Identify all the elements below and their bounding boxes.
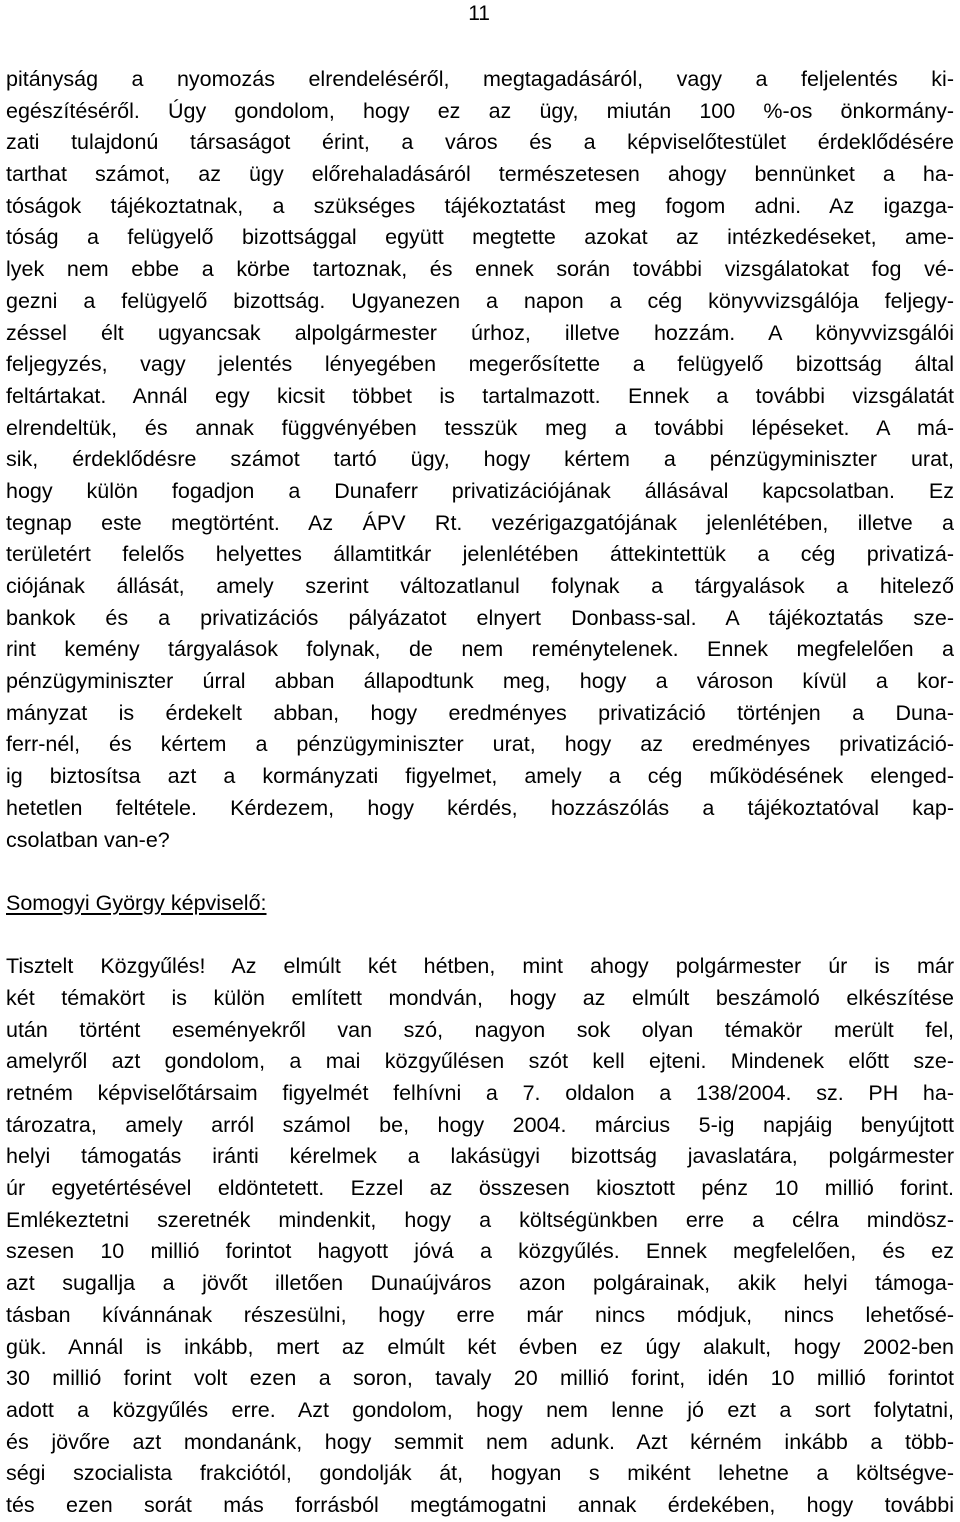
text-line: bankok és a privatizációs pályázatot elnyert Donbass-sal. A tájékoztatás sze- bbox=[6, 605, 954, 630]
text-line: helyi támogatás iránti kérelmek a lakásügyi bizottság javaslatára, polgármester bbox=[6, 1144, 954, 1169]
text-line: úr egyetértésével eldöntetett. Ezzel az összesen kiosztott pénz 10 millió forint. bbox=[6, 1176, 954, 1201]
text-line: tásban kívánnának részesülni, hogy erre már nincs módjuk, nincs lehetősé- bbox=[6, 1302, 954, 1327]
text-line: feltártakat. Annál egy kicsit többet is tartalmazott. Ennek a további vizsgálatát bbox=[6, 383, 954, 408]
text-line: rint kemény tárgyalások folynak, de nem reménytelenek. Ennek megfelelően a bbox=[6, 637, 954, 662]
text-line: feljegyzés, vagy jelentés lényegében megerősítette a felügyelő bizottság által bbox=[6, 352, 954, 377]
text-line: hogy külön fogadjon a Dunaferr privatizációjának állásával kapcsolatban. Ez bbox=[6, 478, 954, 503]
text-line: sik, érdeklődésre számot tartó ügy, hogy kértem a pénzügyminiszter urat, bbox=[6, 447, 954, 472]
text-line: ciójának állását, amely szerint változatlanul folynak a tárgyalások a hitelező bbox=[6, 574, 954, 598]
text-line: gük. Annál is inkább, mert az elmúlt két évben ez úgy alakult, hogy 2002-ben bbox=[6, 1334, 954, 1359]
text-line: retném képviselőtársaim figyelmét felhívni a 7. oldalon a 138/2004. sz. PH ha- bbox=[6, 1081, 954, 1105]
text-line: 30 millió forint volt ezen a soron, tavaly 20 millió forint, idén 10 millió forintot bbox=[6, 1366, 954, 1391]
page-number: 11 bbox=[468, 2, 490, 25]
text-line: amelyről azt gondolom, a mai közgyűlésen szót kell ejteni. Mindenek előtt sze- bbox=[6, 1049, 954, 1074]
text-line: pitányság a nyomozás elrendeléséről, megtagadásáról, vagy a feljelentés ki- bbox=[6, 67, 954, 91]
text-line: elrendeltük, és annak függvényében tesszük meg a további lépéseket. A má- bbox=[6, 415, 954, 440]
text-line: tés ezen sorát más forrásból megtámogatni annak érdekében, hogy további bbox=[6, 1492, 954, 1517]
text-line: adott a közgyűlés erre. Azt gondolom, hogy nem lenne jó ezt a sort folytatni, bbox=[6, 1397, 954, 1422]
text-line: lyek nem ebbe a körbe tartoznak, és ennek során további vizsgálatokat fog vé- bbox=[6, 257, 954, 282]
text-line: szesen 10 millió forintot hagyott jóvá a közgyűlés. Ennek megfelelően, és ez bbox=[6, 1239, 954, 1264]
speaker-name: Somogyi György képviselő: bbox=[6, 890, 267, 915]
text-line: pénzügyminiszter úrral abban állapodtunk meg, hogy a városon kívül a kor- bbox=[6, 669, 954, 694]
text-line: ig biztosítsa azt a kormányzati figyelmet, amely a cég működésének elenged- bbox=[6, 764, 954, 789]
text-line: két témakört is külön említett mondván, hogy az elmúlt beszámoló elkészítése bbox=[6, 985, 954, 1010]
paragraph-intro bbox=[6, 64, 954, 856]
text-line: tegnap este megtörtént. Az ÁPV Rt. vezérigazgatójának jelenlétében, illetve a bbox=[6, 510, 954, 535]
text-line: mányzat is érdekelt abban, hogy eredményes privatizáció történjen a Duna- bbox=[6, 700, 954, 725]
text-line: Emlékeztetni szeretnék mindenkit, hogy a költségünkben erre a célra mindösz- bbox=[6, 1207, 954, 1232]
text-line: után történt eseményekről van szó, nagyon sok olyan témakör merült fel, bbox=[6, 1017, 954, 1042]
text-line: zéssel élt ugyancsak alpolgármester úrhoz, illetve hozzám. A könyvvizsgálói bbox=[6, 320, 954, 345]
text-line: tóság a felügyelő bizottsággal együtt megtette azokat az intézkedéseket, ame- bbox=[6, 225, 954, 250]
paragraph-speech bbox=[6, 951, 954, 1521]
text-line: területért felelős helyettes államtitkár jelenlétében áttekintettük a cég privatizá- bbox=[6, 542, 954, 567]
speaker-heading bbox=[6, 888, 954, 920]
text-line: egészítéséről. Úgy gondolom, hogy ez az ügy, miután 100 %-os önkormány- bbox=[6, 98, 954, 123]
text-line: és jövőre azt mondanánk, hogy semmit nem adunk. Azt kérném inkább a több- bbox=[6, 1429, 954, 1454]
blank-line bbox=[6, 920, 954, 952]
blank-line bbox=[6, 856, 954, 888]
text-line: csolatban van-e? bbox=[6, 827, 170, 852]
text-line: ferr-nél, és kértem a pénzügyminiszter urat, hogy az eredményes privatizáció- bbox=[6, 732, 954, 757]
document-body bbox=[6, 64, 954, 1522]
text-line: tarthat számot, az ügy előrehaladásáról természetesen ahogy bennünket a ha- bbox=[6, 162, 954, 187]
text-line: zati tulajdonú társaságot érint, a város és a képviselőtestület érdeklődésére bbox=[6, 130, 954, 155]
text-line: ségi szocialista frakciótól, gondolják át, hogyan s miként lehetne a költségve- bbox=[6, 1461, 954, 1486]
text-line: tározatra, amely arról számol be, hogy 2004. március 5-ig napjáig benyújtott bbox=[6, 1112, 954, 1137]
text-line: tóságok tájékoztatnak, a szükséges tájékoztatást meg fogom adni. Az igazga- bbox=[6, 193, 954, 218]
text-line: hetetlen feltétele. Kérdezem, hogy kérdés, hozzászólás a tájékoztatóval kap- bbox=[6, 795, 954, 820]
text-line: Tisztelt Közgyűlés! Az elmúlt két hétben, mint ahogy polgármester úr is már bbox=[6, 954, 954, 979]
text-line: azt sugallja a jövőt illetően Dunaújváros azon polgárainak, akik helyi támoga- bbox=[6, 1271, 954, 1296]
text-line: gezni a felügyelő bizottság. Ugyanezen a napon a cég könyvvizsgálója feljegy- bbox=[6, 288, 954, 313]
